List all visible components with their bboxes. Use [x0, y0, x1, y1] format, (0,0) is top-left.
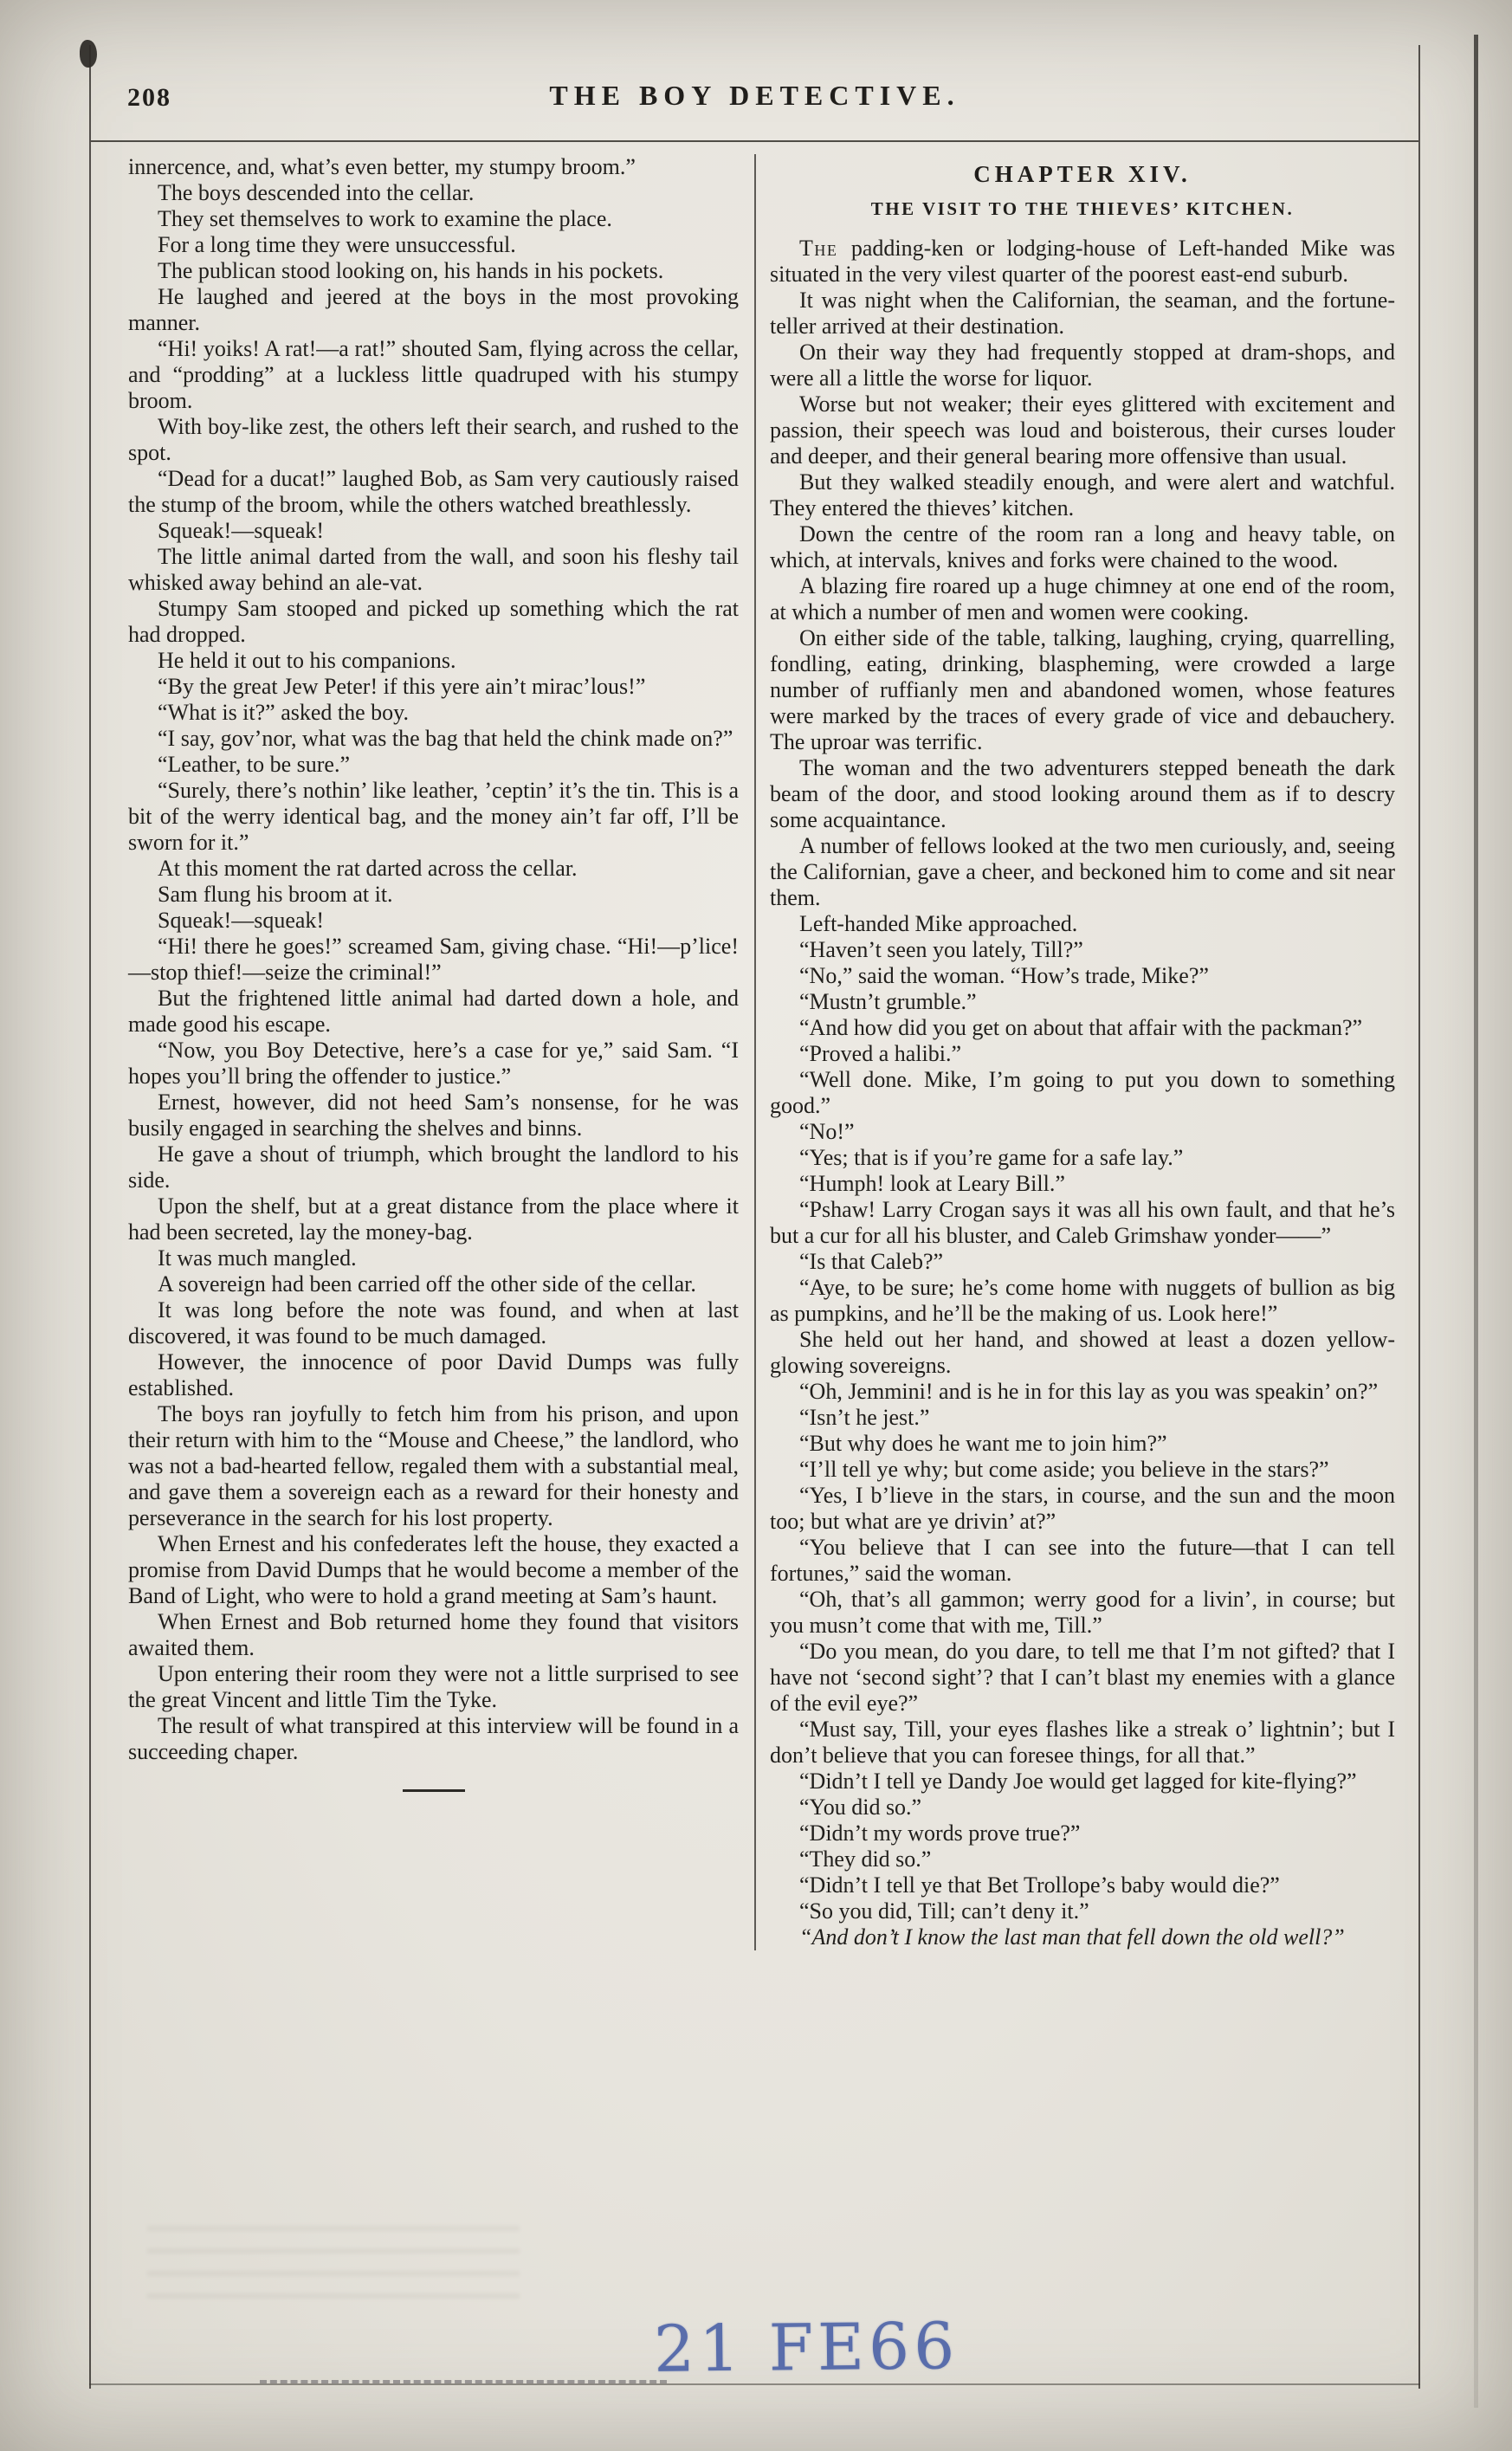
- paragraph: “What is it?” asked the boy.: [158, 700, 409, 725]
- paragraph: “You believe that I can see into the future—that I can tell fortunes,” said the woman.: [770, 1535, 1395, 1587]
- paragraph: “No,” said the woman. “How’s trade, Mike?”: [799, 963, 1209, 989]
- paragraph: “Surely, there’s nothin’ like leather, ’ceptin’ it’s the tin. This is a bit of the werry identical bag, and the money ain’t far off, I’ll be sworn for it.”: [128, 778, 739, 855]
- paragraph: The little animal darted from the wall, and soon his fleshy tail whisked away behind an ale-vat.: [128, 544, 739, 595]
- paragraph: At this moment the rat darted across the cellar.: [158, 856, 578, 881]
- paragraph: The woman and the two adventurers stepped beneath the dark beam of the door, and stood looking around them as if to descry some acquaintance.: [770, 755, 1395, 833]
- paragraph: He laughed and jeered at the boys in the most provoking manner.: [128, 284, 739, 335]
- paragraph: innercence, and, what’s even better, my stumpy broom.”: [128, 154, 636, 179]
- section-end-dash: [403, 1789, 465, 1792]
- paragraph: “Do you mean, do you dare, to tell me that I’m not gifted? that I have not ‘second sight’? that I can’t blast my enemies with a glance of the evil eye?”: [770, 1639, 1395, 1717]
- paragraph: But they walked steadily enough, and were alert and watchful. They entered the thieves’ kitchen.: [770, 469, 1395, 521]
- paragraph: “Didn’t I tell ye that Bet Trollope’s baby would die?”: [799, 1872, 1280, 1898]
- paragraph: “Yes; that is if you’re game for a safe lay.”: [799, 1145, 1184, 1171]
- left-column: [128, 154, 739, 1792]
- paragraph: Squeak!—squeak!: [158, 518, 325, 543]
- paragraph: On their way they had frequently stopped at dram-shops, and were all a little the worse for liquor.: [770, 340, 1395, 391]
- paragraph: “Mustn’t grumble.”: [799, 989, 977, 1015]
- paragraph: Left-handed Mike approached.: [799, 911, 1078, 937]
- page-header: [91, 76, 1418, 121]
- paragraph: “No!”: [799, 1119, 855, 1145]
- paragraph: It was night when the Californian, the seaman, and the fortune-teller arrived at their destination.: [770, 288, 1395, 340]
- paragraph: The boys ran joyfully to fetch him from his prison, and upon their return with him to the “Mouse and Cheese,” the landlord, who was not a bad-hearted fellow, regaled them with a substantial meal, and gave them a sovereign each as a reward for their honesty and perseverance in the search for his lost property.: [128, 1401, 739, 1530]
- paragraph: “Didn’t I tell ye Dandy Joe would get lagged for kite-flying?”: [799, 1769, 1357, 1795]
- paragraph: When Ernest and his confederates left the house, they exacted a promise from David Dumps that he would become a member of the Band of Light, who were to hold a grand meeting at Sam’s haunt.: [128, 1531, 739, 1608]
- column-divider-rule: [754, 154, 756, 1950]
- paragraph: A number of fellows looked at the two men curiously, and, seeing the Californian, gave a cheer, and beckoned him to come and sit near them.: [770, 833, 1395, 911]
- paragraph: Stumpy Sam stooped and picked up something which the rat had dropped.: [128, 596, 739, 647]
- paragraph: “Pshaw! Larry Crogan says it was all his own fault, and that he’s but a cur for all his bluster, and Caleb Grimshaw yonder——”: [770, 1197, 1395, 1249]
- paragraph: With boy-like zest, the others left their search, and rushed to the spot.: [128, 414, 739, 465]
- paragraph: “Didn’t my words prove true?”: [799, 1820, 1081, 1846]
- paragraph: “They did so.”: [799, 1846, 932, 1872]
- paragraph: The boys descended into the cellar.: [158, 180, 475, 205]
- chapter-subheading: THE VISIT TO THE THIEVES’ KITCHEN.: [870, 198, 1295, 219]
- paragraph: Squeak!—squeak!: [158, 908, 325, 933]
- paragraph: For a long time they were unsuccessful.: [158, 232, 516, 257]
- paragraph: She held out her hand, and showed at least a dozen yellow-glowing sovereigns.: [770, 1327, 1395, 1379]
- paragraph: “Haven’t seen you lately, Till?”: [799, 937, 1083, 963]
- bottom-dashes: [260, 2380, 667, 2383]
- frame-border-right: [1418, 45, 1420, 2389]
- paragraph: They set themselves to work to examine the place.: [158, 206, 612, 231]
- paragraph: Worse but not weaker; their eyes glittered with excitement and passion, their speech was loud and boisterous, their curses louder and deeper, and their general bearing more offensive than usual.: [770, 391, 1395, 469]
- ink-smudge: [80, 40, 97, 68]
- paragraph: “Hi! there he goes!” screamed Sam, giving chase. “Hi!—p’lice!—stop thief!—seize the criminal!”: [128, 934, 739, 985]
- show-through-marks: [147, 2217, 520, 2312]
- text-columns: [91, 154, 1418, 1950]
- paragraph: The result of what transpired at this interview will be found in a succeeding chaper.: [128, 1713, 739, 1764]
- paragraph: “Hi! yoiks! A rat!—a rat!” shouted Sam, flying across the cellar, and “prodding” at a luckless little quadruped with his stumpy broom.: [128, 336, 739, 413]
- paragraph: However, the innocence of poor David Dumps was fully established.: [128, 1349, 739, 1400]
- paragraph: “So you did, Till; can’t deny it.”: [799, 1898, 1089, 1924]
- right-column: [770, 154, 1395, 1950]
- paragraph: “Is that Caleb?”: [799, 1249, 944, 1275]
- paragraph: “Humph! look at Leary Bill.”: [799, 1171, 1065, 1197]
- page-edge-shadow: [1474, 35, 1478, 2408]
- paragraph: A blazing fire roared up a huge chimney at one end of the room, at which a number of men and women were cooking.: [770, 573, 1395, 625]
- paragraph: “Isn’t he jest.”: [799, 1405, 930, 1431]
- paragraph: “By the great Jew Peter! if this yere ain’t mirac’lous!”: [158, 674, 646, 699]
- paragraph: Down the centre of the room ran a long and heavy table, on which, at intervals, knives and forks were chained to the wood.: [770, 521, 1395, 573]
- paragraph: On either side of the table, talking, laughing, crying, quarrelling, fondling, eating, drinking, blaspheming, were crowded a large number of ruffianly men and abandoned women, whose features were marked by the traces of every grade of vice and debauchery. The uproar was terrific.: [770, 625, 1395, 755]
- header-rule: [91, 140, 1418, 142]
- paragraph: “Yes, I b’lieve in the stars, in course, and the sun and the moon too; but what are ye drivin’ at?”: [770, 1483, 1395, 1535]
- paragraph: “Proved a halibi.”: [799, 1041, 961, 1067]
- paragraph: He held it out to his companions.: [158, 648, 456, 673]
- paragraph: It was much mangled.: [158, 1245, 357, 1271]
- paragraph: Ernest, however, did not heed Sam’s nonsense, for he was busily engaged in searching the shelves and binns.: [128, 1090, 739, 1141]
- paragraph: When Ernest and Bob returned home they found that visitors awaited them.: [128, 1609, 739, 1660]
- paragraph: “Oh, that’s all gammon; werry good for a livin’, in course; but you musn’t come that with me, Till.”: [770, 1587, 1395, 1639]
- paragraph: “Now, you Boy Detective, here’s a case for ye,” said Sam. “I hopes you’ll bring the offender to justice.”: [128, 1038, 739, 1089]
- paragraph: Sam flung his broom at it.: [158, 882, 393, 907]
- paragraph: The publican stood looking on, his hands in his pockets.: [158, 258, 664, 283]
- paragraph: “Oh, Jemmini! and is he in for this lay as you was speakin’ on?”: [799, 1379, 1379, 1405]
- page-number: 208: [127, 83, 171, 112]
- chapter-opening-word: The: [799, 236, 851, 262]
- paragraph: “And how did you get on about that affair with the packman?”: [799, 1015, 1363, 1041]
- paragraph: The padding-ken or lodging-house of Left-handed Mike was situated in the very vilest quarter of the poorest east-end suburb.: [770, 236, 1395, 288]
- paragraph: It was long before the note was found, and when at last discovered, it was found to be much damaged.: [128, 1297, 739, 1348]
- paragraph: Upon the shelf, but at a great distance from the place where it had been secreted, lay the money-bag.: [128, 1193, 739, 1245]
- paragraph: “I’ll tell ye why; but come aside; you believe in the stars?”: [799, 1457, 1329, 1483]
- paragraph: But the frightened little animal had darted down a hole, and made good his escape.: [128, 986, 739, 1037]
- paragraph: “Leather, to be sure.”: [158, 752, 351, 777]
- paragraph: “Must say, Till, your eyes flashes like a streak o’ lightnin’; but I don’t believe that you can foresee things, for all that.”: [770, 1717, 1395, 1769]
- paragraph: “I say, gov’nor, what was the bag that held the chink made on?”: [158, 726, 733, 751]
- paragraph: Upon entering their room they were not a little surprised to see the great Vincent and little Tim the Tyke.: [128, 1661, 739, 1712]
- right-column-text: [770, 236, 1395, 1950]
- paragraph: “Well done. Mike, I’m going to put you down to something good.”: [770, 1067, 1395, 1119]
- paragraph: “But why does he want me to join him?”: [799, 1431, 1167, 1457]
- paragraph: A sovereign had been carried off the other side of the cellar.: [158, 1271, 696, 1297]
- paragraph: He gave a shout of triumph, which brought the landlord to his side.: [128, 1141, 739, 1193]
- paragraph: “Aye, to be sure; he’s come home with nuggets of bullion as big as pumpkins, and he’ll be the making of us. Look here!”: [770, 1275, 1395, 1327]
- date-stamp: 21 FE66: [653, 2309, 960, 2387]
- paragraph: “And don’t I know the last man that fell down the old well?”: [799, 1924, 1345, 1950]
- left-column-text: [128, 154, 739, 1765]
- chapter-heading: CHAPTER XIV.: [973, 161, 1192, 187]
- paragraph: “Dead for a ducat!” laughed Bob, as Sam very cautiously raised the stump of the broom, while the others watched breathlessly.: [128, 466, 739, 517]
- paragraph: “You did so.”: [799, 1795, 922, 1820]
- running-title: THE BOY DETECTIVE.: [549, 80, 960, 111]
